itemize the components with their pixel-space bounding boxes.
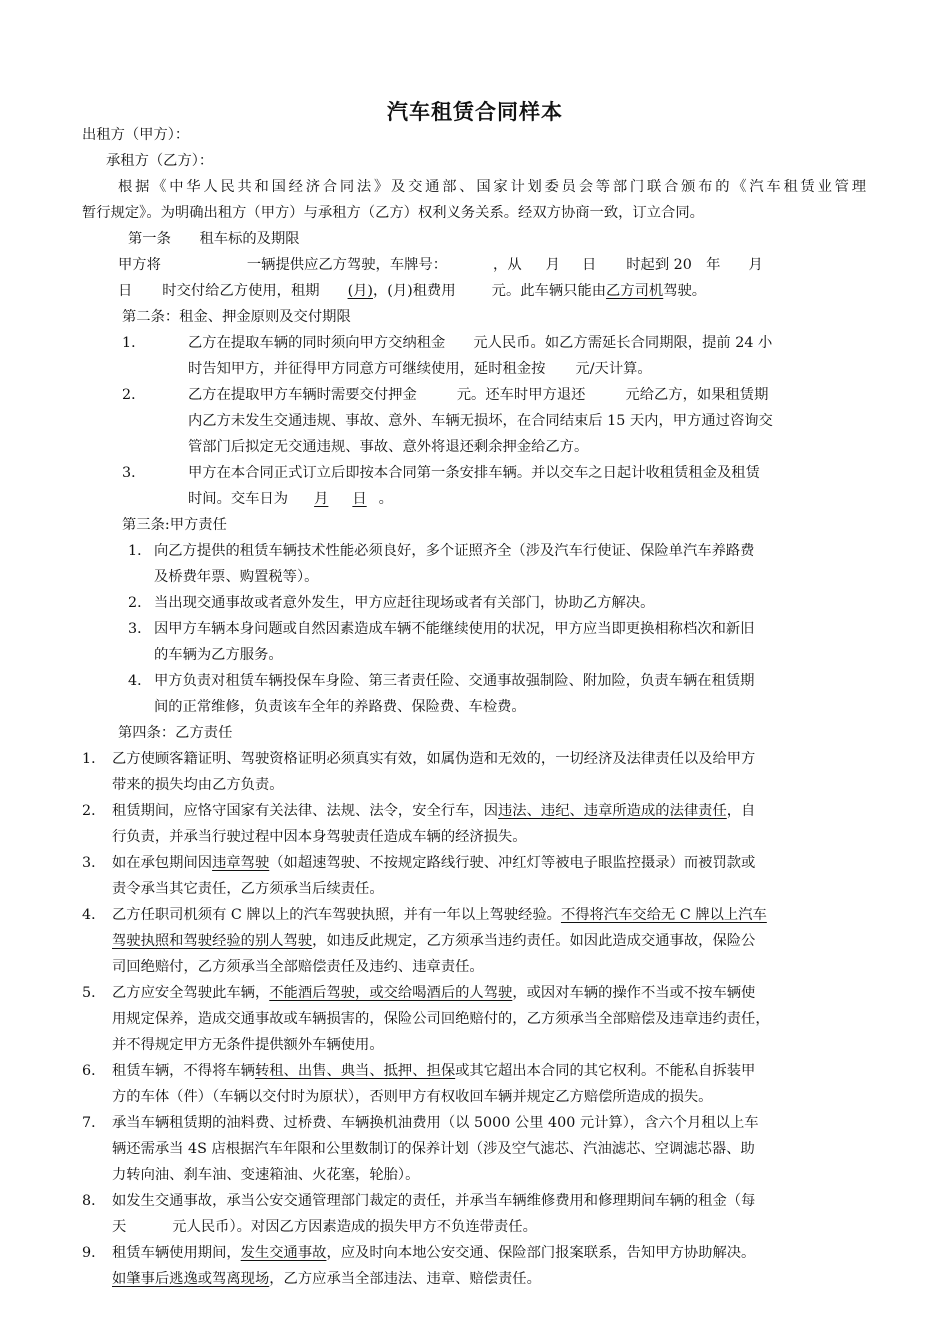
article-1-heading: 第一条 租车标的及期限	[128, 231, 300, 247]
item-number: 3．	[122, 465, 146, 481]
article-4-item-9-line-1: 租赁车辆使用期间，发生交通事故，应及时向本地公安交通、保险部门报案联系，告知甲方协助解决。	[112, 1245, 756, 1261]
lessor-line: 出租方（甲方）：	[82, 127, 190, 143]
article-4-item-5-line-2: 用规定保养，造成交通事故或车辆损害的，保险公司回绝赔付的，乙方须承当全部赔偿及违章违约责任，	[112, 1011, 770, 1027]
item-number: 7．	[82, 1115, 106, 1131]
item-number: 4．	[128, 673, 152, 689]
article-4-item-6-line-1: 租赁车辆，不得将车辆转租、出售、典当、抵押、担保或其它超出本合同的其它权利。不能私自拆装甲	[112, 1063, 756, 1079]
article-4-item-3-line-2: 责令承当其它责任，乙方须承当后续责任。	[112, 881, 384, 897]
article-2-item-1-line-2: 时告知甲方，并征得甲方同意方可继续使用，延时租金按 元/天计算。	[188, 361, 652, 377]
article-2-item-3-line-2: 时间。交车日为 月 日 。	[188, 491, 393, 507]
article-2-item-2-line-3: 管部门后拟定无交通违规、事故、意外将退还剩余押金给乙方。	[188, 439, 589, 455]
article-4-heading: 第四条：乙方责任	[118, 725, 233, 741]
article-4-item-7-line-2: 辆还需承当 4S 店根据汽车年限和公里数制订的保养计划（涉及空气滤芯、汽油滤芯、空调滤芯器、助	[112, 1141, 755, 1157]
article-4-item-4-line-1: 乙方任职司机须有 C 牌以上的汽车驾驶执照，并有一年以上驾驶经验。不得将汽车交给无 C 牌以上汽车	[112, 907, 767, 923]
item-number: 4．	[82, 907, 106, 923]
item-number: 2．	[82, 803, 106, 819]
document-title: 汽车租赁合同样本	[387, 99, 563, 124]
article-3-heading: 第三条:甲方责任	[122, 517, 227, 533]
article-4-item-8-line-2: 天 元人民币）。对因乙方因素造成的损失甲方不负连带责任。	[112, 1219, 537, 1235]
item-number: 2．	[122, 387, 146, 403]
article-4-item-4-line-3: 司回绝赔付，乙方须承当全部赔偿责任及违约、违章责任。	[112, 959, 484, 975]
article-3-item-1-line-2: 及桥费年票、购置税等）。	[154, 569, 319, 585]
intro-line-1: 根据《中华人民共和国经济合同法》及交通部、国家计划委员会等部门联合颁布的《汽车租赁业管理	[118, 179, 866, 195]
item-number: 3．	[82, 855, 106, 871]
item-number: 1．	[122, 335, 146, 351]
article-4-item-7-line-3: 力转向油、刹车油、变速箱油、火花塞，轮胎）。	[112, 1167, 420, 1183]
item-number: 8．	[82, 1193, 106, 1209]
article-4-item-2-line-1: 租赁期间，应恪守国家有关法律、法规、法令，安全行车，因违法、违纪、违章所造成的法律责任，自	[112, 803, 756, 819]
article-4-item-5-line-1: 乙方应安全驾驶此车辆，不能酒后驾驶，或交给喝酒后的人驾驶，或因对车辆的操作不当或不按车辆使	[112, 985, 756, 1001]
item-number: 2．	[128, 595, 152, 611]
article-2-item-1-line-1: 乙方在提取车辆的同时须向甲方交纳租金 元人民币。如乙方需延长合同期限，提前 24 小	[188, 335, 773, 351]
item-number: 5．	[82, 985, 106, 1001]
article-1-line-1: 甲方将 一辆提供应乙方驾驶，车牌号： ，从 月 日 时起到 20 年 月	[118, 257, 763, 273]
article-4-item-7-line-1: 承当车辆租赁期的油料费、过桥费、车辆换机油费用（以 5000 公里 400 元计算），含六个月租以上车	[112, 1115, 759, 1131]
article-4-item-8-line-1: 如发生交通事故，承当公安交通管理部门裁定的责任，并承当车辆维修费用和修理期间车辆的租金（每	[112, 1193, 756, 1209]
item-number: 1．	[128, 543, 152, 559]
article-2-heading: 第二条：租金、押金原则及交付期限	[122, 309, 351, 325]
article-3-item-4-line-1: 甲方负责对租赁车辆投保车身险、第三者责任险、交通事故强制险、附加险，负责车辆在租赁期	[154, 673, 755, 689]
lessee-line: 承租方（乙方）：	[106, 153, 214, 169]
article-3-item-1-line-1: 向乙方提供的租赁车辆技术性能必须良好，多个证照齐全（涉及汽车行使证、保险单汽车养路费	[154, 543, 755, 559]
item-number: 1．	[82, 751, 106, 767]
article-4-item-9-line-2: 如肇事后逃逸或驾离现场，乙方应承当全部违法、违章、赔偿责任。	[112, 1271, 541, 1287]
article-4-item-4-line-2: 驾驶执照和驾驶经验的别人驾驶，如违反此规定，乙方须承当违约责任。如因此造成交通事故，保险公	[112, 933, 756, 949]
article-4-item-1-line-2: 带来的损失均由乙方负责。	[112, 777, 284, 793]
article-3-item-3-line-2: 的车辆为乙方服务。	[154, 647, 283, 663]
intro-line-2: 暂行规定》。为明确出租方（甲方）与承租方（乙方）权利义务关系。经双方协商一致，订立合同。	[82, 205, 704, 221]
article-4-item-6-line-2: 方的车体（件）（车辆以交付时为原状），否则甲方有权收回车辆并规定乙方赔偿所造成的损失。	[112, 1089, 713, 1105]
article-4-item-5-line-3: 并不得规定甲方无条件提供额外车辆使用。	[112, 1037, 384, 1053]
article-3-item-3-line-1: 因甲方车辆本身问题或自然因素造成车辆不能继续使用的状况，甲方应当即更换相称档次和新旧	[154, 621, 755, 637]
article-1-line-2: 日 时交付给乙方使用，租期 (月)，(月)租费用 元。此车辆只能由乙方司机驾驶。	[118, 283, 707, 299]
article-4-item-3-line-1: 如在承包期间因违章驾驶（如超速驾驶、不按规定路线行驶、冲红灯等被电子眼监控摄录）而被罚款或	[112, 855, 756, 871]
item-number: 6．	[82, 1063, 106, 1079]
article-2-item-2-line-1: 乙方在提取甲方车辆时需要交付押金 元。还车时甲方退还 元给乙方，如果租赁期	[188, 387, 769, 403]
article-3-item-2: 当出现交通事故或者意外发生，甲方应赶往现场或者有关部门，协助乙方解决。	[154, 595, 655, 611]
item-number: 9．	[82, 1245, 106, 1261]
item-number: 3．	[128, 621, 152, 637]
article-4-item-1-line-1: 乙方使顾客籍证明、驾驶资格证明必须真实有效，如属伪造和无效的，一切经济及法律责任以及给甲方	[112, 751, 756, 767]
article-2-item-2-line-2: 内乙方未发生交通违规、事故、意外、车辆无损坏，在合同结束后 15 天内，甲方通过咨询交	[188, 413, 773, 429]
article-3-item-4-line-2: 间的正常维修，负责该车全年的养路费、保险费、车检费。	[154, 699, 526, 715]
article-2-item-3-line-1: 甲方在本合同正式订立后即按本合同第一条安排车辆。并以交车之日起计收租赁租金及租赁	[188, 465, 760, 481]
article-4-item-2-line-2: 行负责，并承当行驶过程中因本身驾驶责任造成车辆的经济损失。	[112, 829, 527, 845]
